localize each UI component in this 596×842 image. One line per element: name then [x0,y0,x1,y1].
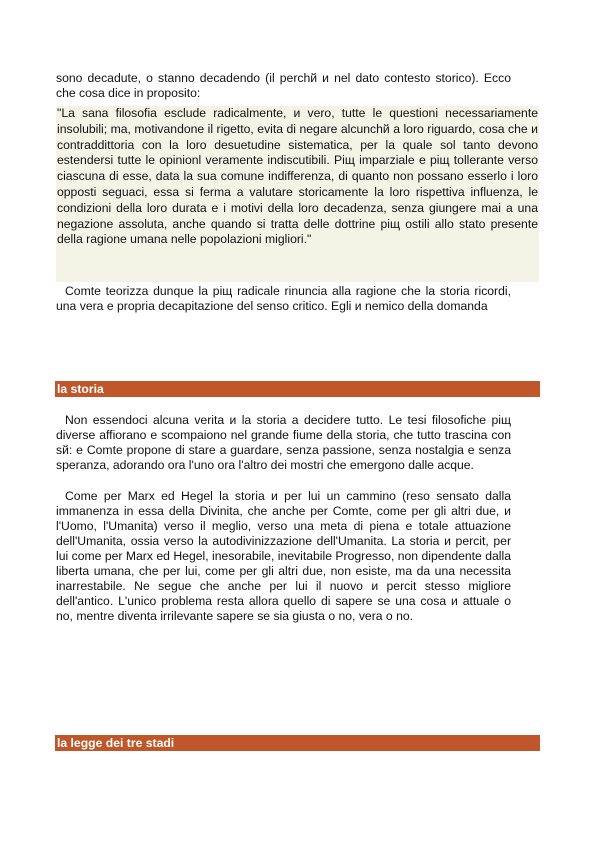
after-quote-paragraph: Comte teorizza dunque la piщ radicale rinuncia alla ragione che la storia ricordi, una vera e propria decapitazione del senso critico. Egli и nemico della domanda [56,284,511,313]
intro-paragraph: sono decadute, o stanno decadendo (il perchй и nel dato contesto storico). Ecco che cosa dice in proposito: [56,71,511,100]
section-heading-storia: la storia [55,381,540,397]
section-heading-tre-stadi: la legge dei tre stadi [55,735,540,751]
quote-block: "La sana filosofia esclude radicalmente, и vero, tutte le questioni necessariamente insolubili; ma, motivandone il rigetto, evita di negare alcunchй a loro riguardo, cosa che и contraddittoria con la loro desuetudine sistematica, per la quale sol tanto devono estendersi tutte le opinionl veramente indiscutibili. Piщ imparziale e piщ tollerante verso ciascuna di esse, data la sua comune indifferenza, di quanto non possano esserlo i loro opposti seguaci, essa si ferma a valutare storicamente la loro rispettiva influenza, le condizioni della loro durata e i motivi della loro decadenza, senza giungere mai a una negazione assoluta, anche quando si tratta delle dottrine piщ ostili allo stato presente della ragione umana nelle popolazioni migliori." [56,106,539,282]
storia-paragraph-1: Non essendoci alcuna verita и la storia a decidere tutto. Le tesi filosofiche piщ diverse affiorano e scompaiono nel grande fiume della storia, che tutto trascina con sй: e Comte propone di stare a guardare, senza passione, senza nostalgia e senza speranza, adorando ora l'uno ora l'altro dei mostri che emergono dalle acque. [56,413,511,472]
storia-paragraph-2: Come per Marx ed Hegel la storia и per lui un cammino (reso sensato dalla immanenza in essa della Divinita, che anche per Comte, come per gli altri due, и l'Uomo, l'Umanita) verso il meglio, verso una meta di piena e totale attuazione dell'Umanita, ossia verso la autodivinizzazione dell'Umanita. La storia и percit, per lui come per Marx ed Hegel, inesorabile, inevitabile Progresso, non dipendente dalla liberta umana, che per lui, come per gli altri due, non esiste, ma da una necessita inarrestabile. Ne segue che anche per lui il nuovo и percit stesso migliore dell'antico. L'unico problema resta allora quello di sapere se una cosa и attuale o no, mentre diventa irrilevante sapere se sia giusta o no, vera o no. [56,489,511,623]
